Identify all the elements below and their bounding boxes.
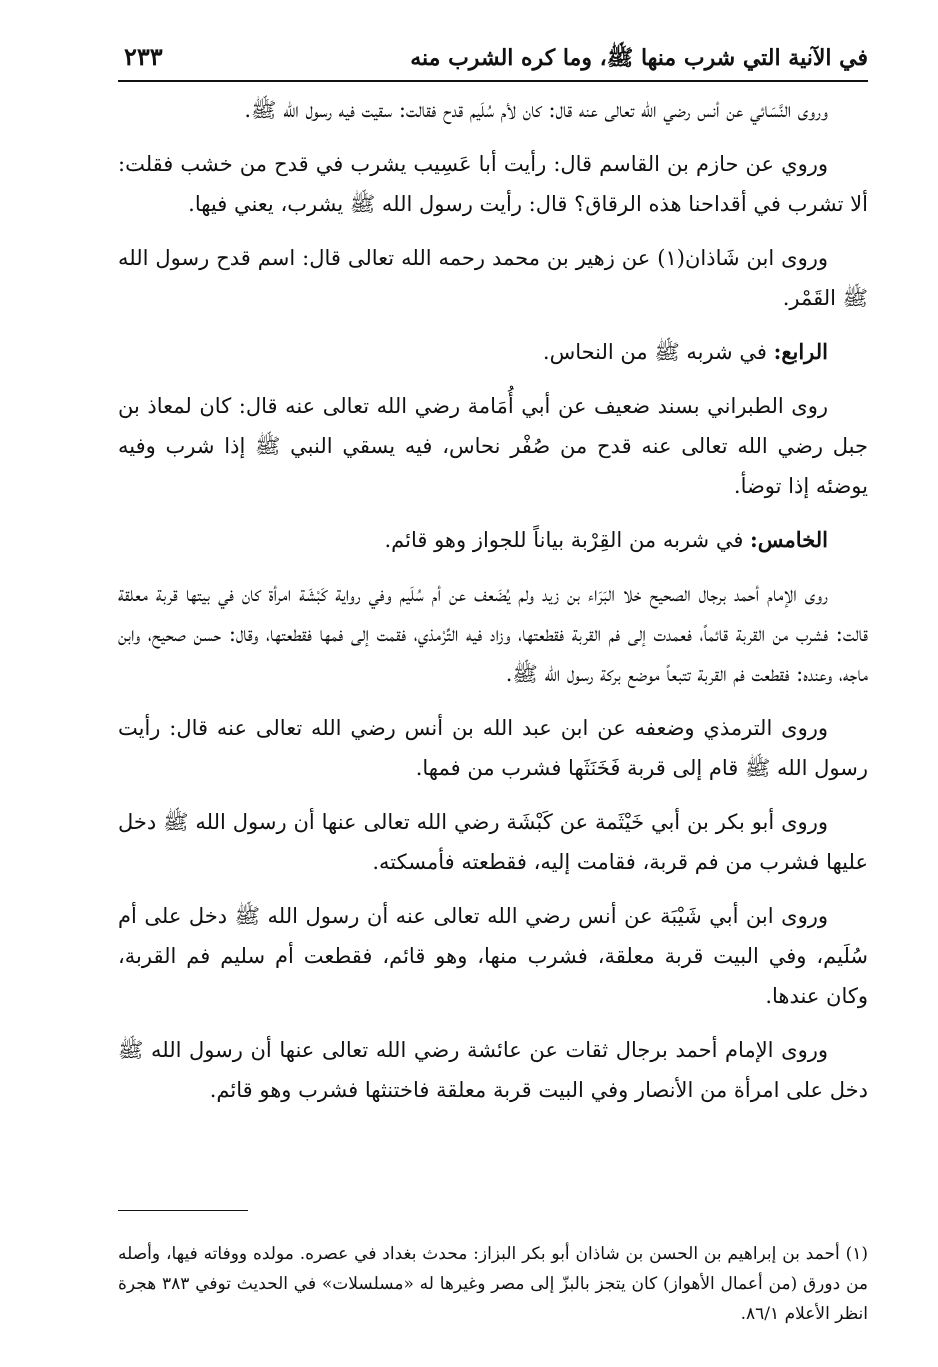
paragraph-ahmad-aisha — [118, 1030, 868, 1110]
footnote: (١) أحمد بن إبراهيم بن الحسن بن شاذان أبو بكر البزاز: محدث بغداد في عصره. مولده ووفاته فيها، وأصله من دورق (من أعمال الأهواز) كان يتجز بالبزّ إلى مصر وغيرها له «مسلسلات» في الحديث توفي ٣٨٣ هجرة انظر الأعلام ٨٦/١. — [118, 1244, 868, 1324]
paragraph-ibn-abi-shayba — [118, 896, 868, 1016]
paragraph-text: وروى النَّسَائي عن أنس رضي الله تعالى عنه قال: كان لأم سُلَيم قدح فقالت: سقيت فيه رسول الله ﷺ. — [244, 98, 828, 122]
section-heading-text: في شربه ﷺ من النحاس. — [542, 340, 774, 364]
paragraph-abu-bakr — [118, 802, 868, 882]
running-header-title: في الآنية التي شرب منها ﷺ، وما كره الشرب منه — [410, 45, 868, 71]
paragraph-text: وروى ابن أبي شَيْبَة عن أنس رضي الله تعالى عنه أن رسول الله ﷺ دخل على أم سُلَيم، وفي البيت قربة معلقة، فشرب منها، وهو قائم، فقطعت أم سليم فم القربة، وكان عندها. — [118, 904, 868, 1008]
paragraph-tabarani — [118, 386, 868, 506]
paragraph-text: وروى الترمذي وضعفه عن ابن عبد الله بن أنس رضي الله تعالى عنه قال: رأيت رسول الله ﷺ قام إلى قربة فَخَنَثَها فشرب من فمها. — [118, 716, 868, 780]
paragraph-text: وروى الإمام أحمد برجال ثقات عن عائشة رضي الله تعالى عنها أن رسول الله ﷺ دخل على امرأة من الأنصار وفي البيت قربة معلقة فاختنثها فشرب وهو قائم. — [118, 1038, 868, 1102]
section-heading-fourth — [118, 332, 868, 372]
body-text — [118, 90, 868, 1110]
section-heading-fifth — [118, 520, 868, 560]
section-heading-label: الخامس: — [750, 527, 828, 552]
paragraph-text: روى الطبراني بسند ضعيف عن أبي أُمَامة رضي الله تعالى عنه قال: كان لمعاذ بن جبل رضي الله تعالى عنه قدح من صُفْر نحاس، فيه يسقي النبي ﷺ إذا شرب وفيه يوضئه إذا توضأ. — [118, 394, 868, 498]
paragraph-nasai-anas — [118, 90, 868, 130]
paragraph-ibn-shadhan — [118, 238, 868, 318]
paragraph-text: وروى أبو بكر بن أبي خَيْثَمة عن كَبْشَة رضي الله تعالى عنها أن رسول الله ﷺ دخل عليها فشرب من فم قربة، فقامت إليه، فقطعته فأمسكته. — [118, 810, 868, 874]
paragraph-text: وروي عن حازم بن القاسم قال: رأيت أبا عَسِيب يشرب في قدح من خشب فقلت: ألا تشرب في أقداحنا هذه الرقاق؟ قال: رأيت رسول الله ﷺ يشرب، يعني فيها. — [118, 152, 868, 216]
page-number: ٢٣٣ — [124, 42, 163, 71]
paragraph-tirmidhi — [118, 708, 868, 788]
book-page — [118, 30, 868, 1324]
section-heading-text: في شربه من القِرْبة بياناً للجواز وهو قائم. — [384, 528, 751, 552]
running-header — [118, 30, 868, 82]
footnote-divider — [118, 1210, 248, 1211]
paragraph-text: وروى ابن شَاذان(١) عن زهير بن محمد رحمه الله تعالى قال: اسم قدح رسول الله ﷺ القَمْر. — [118, 246, 868, 310]
paragraph-hazim — [118, 144, 868, 224]
paragraph-text: روى الإمام أحمد برجال الصحيح خلا البَرَاء بن زيد ولم يُضَعف عن أم سُلَيم وفي رواية كَبْشَة امرأة كان في بيتها قربة معلقة قالت: فشرب من القربة قائماً، فعمدت إلى فم القربة فقطعتها، وزاد فيه التِّرْمذي، فقمت إلى فمها فقطعتها، وقال: حسن صحيح، وابن ماجه، وعنده: فقطعت فم القربة تتبعاً موضع بركة رسول الله ﷺ. — [118, 582, 868, 686]
paragraph-ahmad-umm-sulaym — [118, 574, 868, 694]
section-heading-label: الرابع: — [773, 339, 828, 364]
